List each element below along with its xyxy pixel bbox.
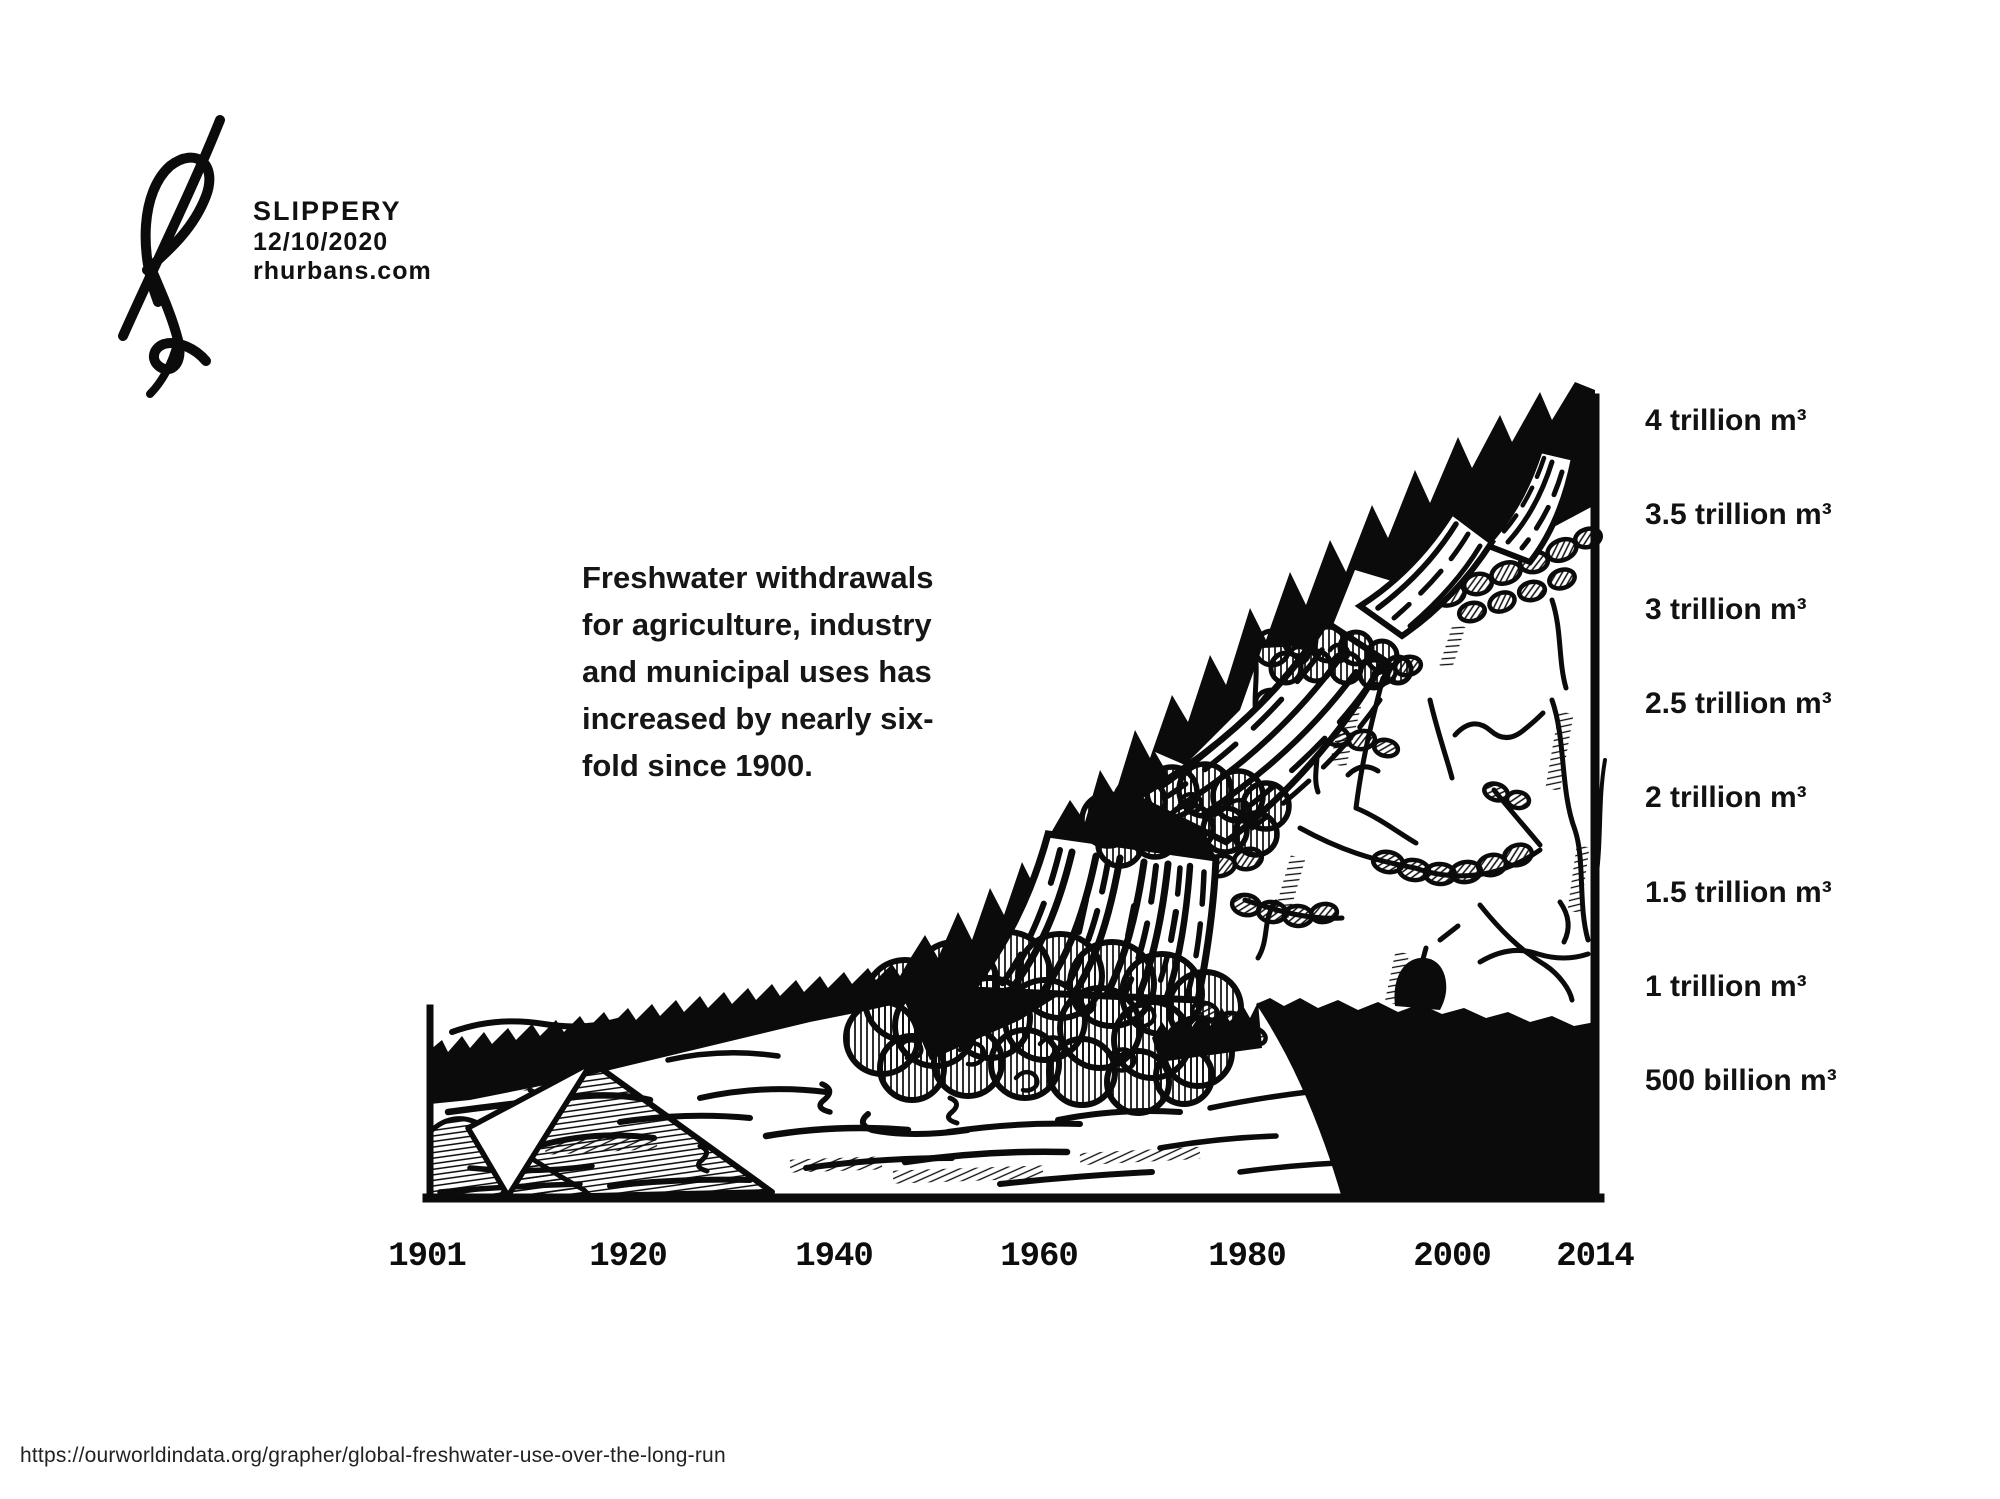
x-axis-label: 2014 bbox=[1556, 1238, 1634, 1276]
signature-date: 12/10/2020 bbox=[253, 227, 389, 256]
caption-line: fold since 1900. bbox=[582, 748, 813, 783]
y-axis-label: 2 trillion m³ bbox=[1645, 781, 1807, 814]
y-axis-label: 1 trillion m³ bbox=[1645, 970, 1807, 1003]
y-axis-label: 4 trillion m³ bbox=[1645, 404, 1807, 437]
signature-title: SLIPPERY bbox=[253, 196, 402, 226]
x-axis-label: 1960 bbox=[1000, 1238, 1078, 1276]
chart-caption bbox=[582, 554, 1002, 789]
signature-block bbox=[253, 196, 432, 287]
caption-line: increased by nearly six- bbox=[582, 701, 934, 736]
caption-line: Freshwater withdrawals bbox=[582, 560, 934, 595]
y-axis-label: 500 billion m³ bbox=[1645, 1064, 1837, 1097]
y-axis-label: 1.5 trillion m³ bbox=[1645, 876, 1832, 909]
x-axis-label: 1901 bbox=[388, 1238, 466, 1276]
y-axis-label: 3 trillion m³ bbox=[1645, 593, 1807, 626]
caption-line: and municipal uses has bbox=[582, 654, 932, 689]
caption-line: for agriculture, industry bbox=[582, 607, 932, 642]
artist-monogram bbox=[123, 120, 220, 394]
y-axis-label: 3.5 trillion m³ bbox=[1645, 498, 1832, 531]
source-url: https://ourworldindata.org/grapher/global-freshwater-use-over-the-long-run bbox=[20, 1444, 726, 1467]
x-axis-label: 1980 bbox=[1208, 1238, 1286, 1276]
x-axis-label: 2000 bbox=[1413, 1238, 1491, 1276]
y-axis-label: 2.5 trillion m³ bbox=[1645, 687, 1832, 720]
signature-site: rhurbans.com bbox=[253, 257, 432, 286]
x-axis-label: 1940 bbox=[795, 1238, 873, 1276]
x-axis-label: 1920 bbox=[589, 1238, 667, 1276]
